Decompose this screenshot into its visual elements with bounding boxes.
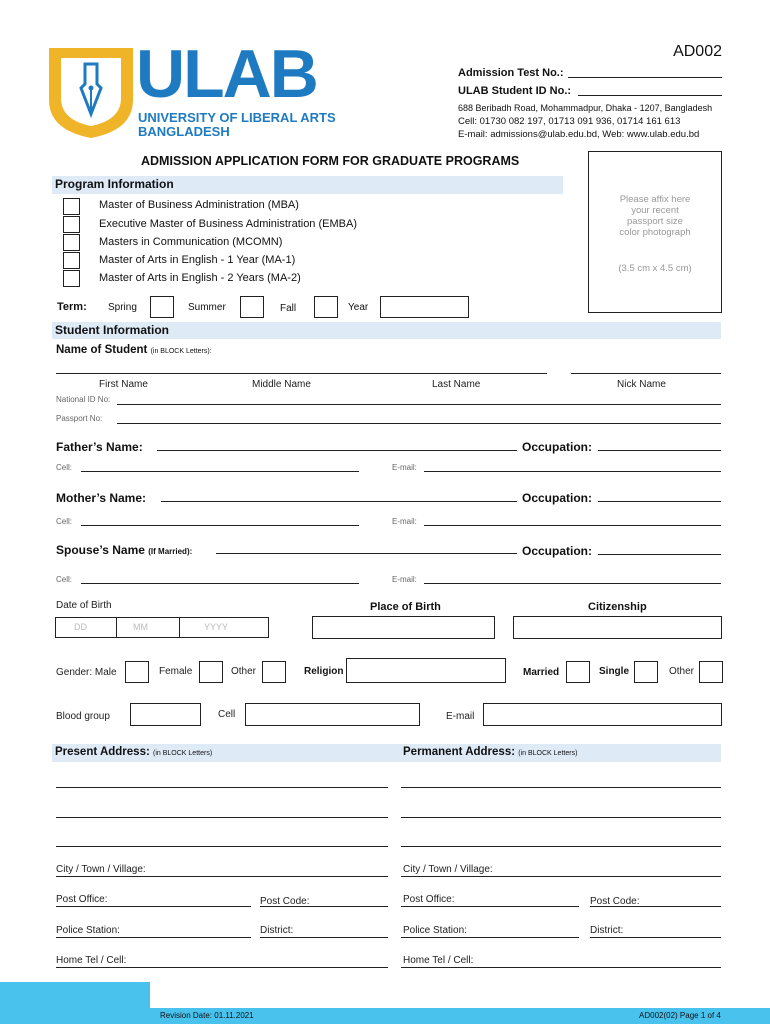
- term-spring-label: Spring: [108, 302, 137, 313]
- logo-line-1: UNIVERSITY OF LIBERAL ARTS: [138, 110, 336, 125]
- spouse-email-label: E-mail:: [392, 575, 417, 584]
- permanent-district-label: District:: [590, 925, 624, 936]
- present-post-office-label: Post Office:: [56, 894, 108, 905]
- mother-cell-field[interactable]: [81, 525, 359, 526]
- gender-female-label: Female: [159, 666, 193, 677]
- father-email-field[interactable]: [424, 471, 721, 472]
- permanent-address-note: (in BLOCK Letters): [518, 750, 578, 757]
- spouse-name-field[interactable]: [216, 553, 517, 554]
- term-fall-label: Fall: [280, 303, 297, 314]
- term-year-field[interactable]: [380, 296, 469, 318]
- program-info-title: Program Information: [55, 177, 174, 191]
- present-address-line-3[interactable]: [56, 846, 388, 847]
- permanent-post-code-field[interactable]: [590, 906, 721, 907]
- spouse-name-label: [56, 543, 192, 557]
- logo-line-2: BANGLADESH: [138, 124, 230, 139]
- student-name-note: (in BLOCK Letters):: [150, 348, 212, 355]
- program-label-emba: Executive Master of Business Administration (EMBA): [99, 218, 357, 230]
- program-label-ma2: Master of Arts in English - 2 Years (MA-2): [99, 272, 301, 284]
- present-police-station-field[interactable]: [56, 937, 251, 938]
- religion-label: Religion: [304, 666, 344, 677]
- gender-other-checkbox[interactable]: [262, 661, 286, 683]
- present-post-code-label: Post Code:: [260, 896, 310, 907]
- program-checkbox-ma1[interactable]: [63, 252, 80, 269]
- religion-field[interactable]: [346, 658, 506, 683]
- photo-box[interactable]: [588, 151, 722, 313]
- passport-field[interactable]: [117, 423, 721, 424]
- dob-month-field[interactable]: MM: [116, 617, 180, 638]
- present-post-code-field[interactable]: [260, 906, 388, 907]
- permanent-address-label: [403, 746, 577, 758]
- present-city-field[interactable]: [56, 876, 388, 877]
- spouse-occupation-label: Occupation:: [522, 544, 593, 558]
- marital-other-label: Other: [669, 666, 695, 677]
- citizenship-label: Citizenship: [588, 601, 647, 613]
- admission-test-label: Admission Test No.:: [458, 67, 564, 79]
- gender-male-label: Gender: Male: [56, 667, 117, 678]
- gender-female-checkbox[interactable]: [199, 661, 223, 683]
- permanent-city-label: City / Town / Village:: [403, 864, 493, 875]
- present-city-label: City / Town / Village:: [56, 864, 146, 875]
- permanent-district-field[interactable]: [590, 937, 721, 938]
- middle-name-caption: Middle Name: [252, 379, 311, 390]
- father-cell-label: Cell:: [56, 463, 73, 472]
- present-address-label: [55, 746, 212, 758]
- term-spring-checkbox[interactable]: [150, 296, 174, 318]
- permanent-city-field[interactable]: [401, 876, 721, 877]
- blood-group-field[interactable]: [130, 703, 201, 726]
- photo-instruction-1: Please affix here: [619, 194, 691, 205]
- pen-nib-emblem-icon: [45, 44, 137, 140]
- father-cell-field[interactable]: [81, 471, 359, 472]
- program-label-mba: Master of Business Administration (MBA): [99, 199, 299, 211]
- footer-revision: Revision Date: 01.11.2021: [160, 1011, 254, 1020]
- mother-occupation-label: Occupation:: [522, 491, 593, 505]
- dob-year-field[interactable]: YYYY: [179, 617, 269, 638]
- term-fall-checkbox[interactable]: [314, 296, 338, 318]
- national-id-field[interactable]: [117, 404, 721, 405]
- father-name-label: Father’s Name:: [56, 440, 143, 454]
- program-label-ma1: Master of Arts in English - 1 Year (MA-1): [99, 254, 296, 266]
- father-email-label: E-mail:: [392, 463, 417, 472]
- mother-cell-label: Cell:: [56, 517, 73, 526]
- present-home-tel-label: Home Tel / Cell:: [56, 955, 127, 966]
- gender-other-label: Other: [231, 666, 257, 677]
- present-district-label: District:: [260, 925, 294, 936]
- photo-instruction-3: passport size: [627, 216, 683, 227]
- single-label: Single: [599, 666, 630, 677]
- program-checkbox-mba[interactable]: [63, 198, 80, 215]
- permanent-address-line-2[interactable]: [401, 817, 721, 818]
- married-checkbox[interactable]: [566, 661, 590, 683]
- logo-wordmark: ULAB: [136, 36, 317, 112]
- mother-name-field[interactable]: [161, 501, 517, 502]
- permanent-home-tel-field[interactable]: [401, 967, 721, 968]
- present-police-station-label: Police Station:: [56, 925, 120, 936]
- dob-label: Date of Birth: [56, 600, 112, 611]
- permanent-police-station-label: Police Station:: [403, 925, 467, 936]
- student-name-text: Name of Student: [56, 344, 148, 356]
- nick-name-field[interactable]: [571, 373, 721, 374]
- form-title: ADMISSION APPLICATION FORM FOR GRADUATE PROGRAMS: [141, 154, 520, 168]
- permanent-address-line-1[interactable]: [401, 787, 721, 788]
- father-name-field[interactable]: [157, 450, 517, 451]
- student-info-title: Student Information: [55, 323, 169, 337]
- marital-other-checkbox[interactable]: [699, 661, 723, 683]
- photo-instruction-4: color photograph: [619, 227, 691, 238]
- spouse-name-note: (If Married):: [148, 547, 193, 556]
- present-post-office-field[interactable]: [56, 906, 251, 907]
- present-address-text: Present Address:: [55, 746, 150, 758]
- married-label: Married: [523, 667, 560, 678]
- spouse-occupation-field[interactable]: [598, 554, 721, 555]
- program-checkbox-mcomn[interactable]: [63, 234, 80, 251]
- student-email-label: E-mail: [446, 711, 475, 722]
- form-code: AD002: [673, 43, 722, 60]
- student-cell-label: Cell: [218, 709, 236, 720]
- student-name-field[interactable]: [56, 373, 547, 374]
- mother-email-label: E-mail:: [392, 517, 417, 526]
- place-of-birth-label: Place of Birth: [370, 601, 441, 613]
- student-id-label: ULAB Student ID No.:: [458, 85, 572, 97]
- spouse-name-text: Spouse’s Name: [56, 543, 145, 557]
- program-checkbox-emba[interactable]: [63, 216, 80, 233]
- email-web-text: E-mail: admissions@ulab.edu.bd, Web: www.ulab.edu.bd: [458, 129, 700, 140]
- blood-group-label: Blood group: [56, 711, 110, 722]
- last-name-caption: Last Name: [432, 379, 481, 390]
- dob-day-field[interactable]: DD: [55, 617, 117, 638]
- present-address-note: (in BLOCK Letters): [153, 750, 213, 757]
- permanent-address-text: Permanent Address:: [403, 746, 516, 758]
- gender-male-checkbox[interactable]: [125, 661, 149, 683]
- spouse-cell-label: Cell:: [56, 575, 73, 584]
- present-address-line-2[interactable]: [56, 817, 388, 818]
- photo-instruction-2: your recent: [631, 205, 679, 216]
- father-occupation-label: Occupation:: [522, 440, 593, 454]
- permanent-post-code-label: Post Code:: [590, 896, 640, 907]
- term-label: Term:: [57, 301, 87, 313]
- present-home-tel-field[interactable]: [56, 967, 388, 968]
- national-id-label: National ID No:: [56, 395, 111, 404]
- present-address-line-1[interactable]: [56, 787, 388, 788]
- footer-page: AD002(02) Page 1 of 4: [639, 1011, 721, 1020]
- citizenship-field[interactable]: [513, 616, 722, 639]
- permanent-police-station-field[interactable]: [401, 937, 579, 938]
- admission-test-field[interactable]: [568, 77, 722, 78]
- permanent-post-office-label: Post Office:: [403, 894, 455, 905]
- permanent-address-line-3[interactable]: [401, 846, 721, 847]
- single-checkbox[interactable]: [634, 661, 658, 683]
- nick-name-caption: Nick Name: [617, 379, 666, 390]
- student-email-field[interactable]: [483, 703, 722, 726]
- mother-name-label: Mother’s Name:: [56, 491, 147, 505]
- passport-label: Passport No:: [56, 414, 103, 423]
- mother-occupation-field[interactable]: [598, 501, 721, 502]
- term-summer-checkbox[interactable]: [240, 296, 264, 318]
- student-cell-field[interactable]: [245, 703, 420, 726]
- place-of-birth-field[interactable]: [312, 616, 495, 639]
- mother-email-field[interactable]: [424, 525, 721, 526]
- student-id-field[interactable]: [578, 95, 722, 96]
- permanent-post-office-field[interactable]: [401, 906, 579, 907]
- program-checkbox-ma2[interactable]: [63, 270, 80, 287]
- permanent-home-tel-label: Home Tel / Cell:: [403, 955, 474, 966]
- spouse-email-field[interactable]: [424, 583, 721, 584]
- term-summer-label: Summer: [188, 302, 226, 313]
- spouse-cell-field[interactable]: [81, 583, 359, 584]
- address-text: 688 Beribadh Road, Mohammadpur, Dhaka - 1207, Bangladesh: [458, 103, 713, 113]
- term-year-label: Year: [348, 302, 369, 313]
- father-occupation-field[interactable]: [598, 450, 721, 451]
- program-label-mcomn: Masters in Communication (MCOMN): [99, 236, 283, 248]
- photo-size: (3.5 cm x 4.5 cm): [618, 263, 692, 274]
- present-district-field[interactable]: [260, 937, 388, 938]
- first-name-caption: First Name: [99, 379, 148, 390]
- cell-text: Cell: 01730 082 197, 01713 091 936, 01714 161 613: [458, 116, 681, 127]
- student-name-label: [56, 344, 212, 356]
